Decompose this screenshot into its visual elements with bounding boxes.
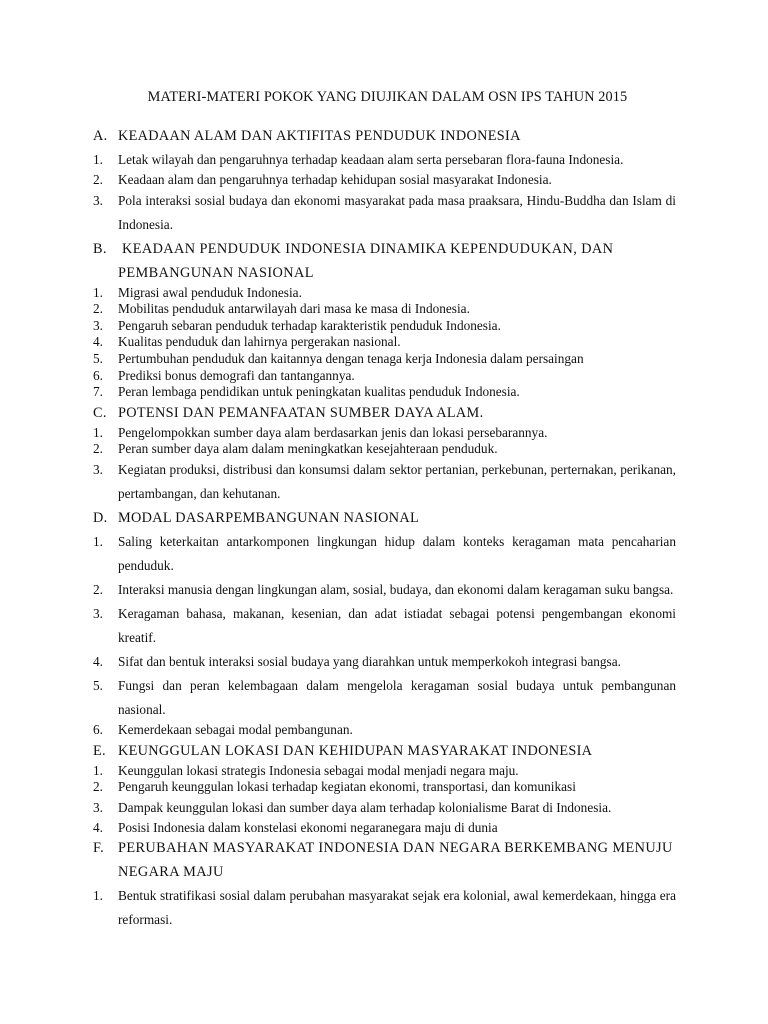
item-number: 7.: [93, 384, 103, 400]
document-title: MATERI-MATERI POKOK YANG DIUJIKAN DALAM OSN IPS TAHUN 2015: [147, 89, 628, 105]
section-heading: [93, 237, 676, 285]
list-item: [93, 722, 676, 739]
item-text: Dampak keunggulan lokasi dan sumber daya alam terhadap kolonialisme Barat di Indonesia.: [118, 799, 612, 815]
section-heading: [93, 506, 676, 530]
section-b: [93, 237, 676, 401]
item-number: 3.: [93, 799, 103, 815]
item-number: 4.: [93, 819, 103, 835]
section-title: KEADAAN ALAM DAN AKTIFITAS PENDUDUK INDONESIA: [118, 128, 521, 144]
item-number: 1.: [93, 888, 103, 904]
item-text: Keragaman bahasa, makanan, kesenian, dan adat istiadat sebagai potensi pengembangan ekonomi kreatif.: [118, 605, 676, 645]
list-item: [93, 458, 676, 506]
list-item: [93, 425, 676, 442]
section-title: POTENSI DAN PEMANFAATAN SUMBER DAYA ALAM.: [118, 404, 484, 421]
list-item: [93, 189, 676, 237]
list-item: [93, 796, 676, 820]
list-item: [93, 530, 676, 578]
item-text: Keunggulan lokasi strategis Indonesia sebagai modal menjadi negara maju.: [118, 762, 519, 778]
list-item: [93, 301, 676, 318]
list-item: [93, 384, 676, 401]
item-text: Pengaruh sebaran penduduk terhadap karakteristik penduduk Indonesia.: [118, 317, 501, 333]
list-item: [93, 285, 676, 302]
item-number: 4.: [93, 653, 103, 669]
item-text: Kemerdekaan sebagai modal pembangunan.: [118, 721, 353, 737]
item-number: 2.: [93, 581, 103, 597]
item-text: Bentuk stratifikasi sosial dalam perubahan masyarakat sejak era kolonial, awal kemerdekaan, hingga era reformasi.: [118, 888, 676, 928]
item-number: 3.: [93, 605, 103, 621]
item-number: 1.: [93, 284, 103, 300]
item-number: 1.: [93, 533, 103, 549]
item-text: Kegiatan produksi, distribusi dan konsumsi dalam sektor pertanian, perkebunan, perternakan, perikanan, pertambangan, dan kehutanan.: [118, 461, 676, 501]
item-text: Mobilitas penduduk antarwilayah dari masa ke masa di Indonesia.: [118, 301, 470, 317]
section-heading: [93, 401, 676, 425]
section-e: [93, 739, 676, 837]
item-number: 2.: [93, 301, 103, 317]
document-page: [93, 88, 676, 932]
section-heading: [93, 124, 676, 148]
section-letter: A.: [93, 128, 108, 144]
list-item: [93, 368, 676, 385]
list-item: [93, 674, 676, 722]
section-letter: E.: [93, 742, 106, 759]
section-list: [93, 124, 676, 932]
list-item: [93, 650, 676, 674]
item-number: 2.: [93, 172, 103, 187]
section-letter: C.: [93, 404, 107, 421]
section-c: [93, 401, 676, 506]
item-number: 1.: [93, 424, 103, 440]
item-number: 1.: [93, 762, 103, 778]
list-item: [93, 820, 676, 837]
section-heading: [93, 739, 676, 763]
item-text: Pola interaksi sosial budaya dan ekonomi masyarakat pada masa praaksara, Hindu-Buddha dan Islam di Indonesia.: [118, 192, 676, 232]
item-text: Pertumbuhan penduduk dan kaitannya dengan tenaga kerja Indonesia dalam persaingan: [118, 350, 584, 366]
section-f: [93, 836, 676, 932]
item-number: 5.: [93, 350, 103, 366]
item-text: Keadaan alam dan pengaruhnya terhadap kehidupan sosial masyarakat Indonesia.: [118, 172, 552, 187]
item-text: Pengaruh keunggulan lokasi terhadap kegiatan ekonomi, transportasi, dan komunikasi: [118, 779, 576, 795]
item-number: 2.: [93, 779, 103, 795]
item-text: Peran sumber daya alam dalam meningkatkan kesejahteraan penduduk.: [118, 441, 498, 457]
list-item: [93, 334, 676, 351]
item-number: 6.: [93, 367, 103, 383]
item-text: Kualitas penduduk dan lahirnya pergerakan nasional.: [118, 334, 401, 350]
list-item: [93, 763, 676, 780]
list-item: [93, 441, 676, 458]
list-item: [93, 318, 676, 335]
item-number: 4.: [93, 334, 103, 350]
item-text: Migrasi awal penduduk Indonesia.: [118, 284, 302, 300]
section-title: MODAL DASARPEMBANGUNAN NASIONAL: [118, 509, 420, 526]
section-title: KEADAAN PENDUDUK INDONESIA DINAMIKA KEPENDUDUKAN, DAN PEMBANGUNAN NASIONAL: [118, 240, 618, 281]
item-text: Interaksi manusia dengan lingkungan alam, sosial, budaya, dan ekonomi dalam keragaman suku bangsa.: [118, 581, 674, 597]
item-number: 3.: [93, 317, 103, 333]
list-item: [93, 779, 676, 796]
item-text: Posisi Indonesia dalam konstelasi ekonomi negaranegara maju di dunia: [118, 819, 498, 835]
section-title: KEUNGGULAN LOKASI DAN KEHIDUPAN MASYARAKAT INDONESIA: [118, 742, 593, 759]
section-letter: B.: [93, 240, 107, 257]
list-item: [93, 578, 676, 602]
item-text: Sifat dan bentuk interaksi sosial budaya yang diarahkan untuk memperkokoh integrasi bangsa.: [118, 653, 621, 669]
item-text: Prediksi bonus demografi dan tantangannya.: [118, 367, 355, 383]
section-d: [93, 506, 676, 739]
item-number: 3.: [93, 461, 103, 477]
list-item: [93, 172, 676, 189]
item-number: 3.: [93, 192, 103, 208]
list-item: [93, 351, 676, 368]
section-title: PERUBAHAN MASYARAKAT INDONESIA DAN NEGARA BERKEMBANG MENUJU NEGARA MAJU: [118, 840, 673, 881]
list-item: [93, 602, 676, 650]
item-text: Pengelompokkan sumber daya alam berdasarkan jenis dan lokasi persebarannya.: [118, 424, 548, 440]
section-a: [93, 124, 676, 237]
section-heading: [93, 836, 676, 884]
item-number: 6.: [93, 721, 103, 737]
item-number: 1.: [93, 152, 103, 167]
section-letter: F.: [93, 840, 104, 857]
item-number: 5.: [93, 677, 103, 693]
item-text: Peran lembaga pendidikan untuk peningkatan kualitas penduduk Indonesia.: [118, 384, 520, 400]
list-item: [93, 884, 676, 932]
item-text: Letak wilayah dan pengaruhnya terhadap keadaan alam serta persebaran flora-fauna Indonesia.: [118, 152, 624, 167]
list-item: [93, 148, 676, 172]
item-text: Saling keterkaitan antarkomponen lingkungan hidup dalam konteks keragaman mata pencaharian penduduk.: [118, 533, 676, 573]
item-text: Fungsi dan peran kelembagaan dalam mengelola keragaman sosial budaya untuk pembangunan nasional.: [118, 677, 676, 717]
section-letter: D.: [93, 509, 108, 526]
item-number: 2.: [93, 441, 103, 457]
